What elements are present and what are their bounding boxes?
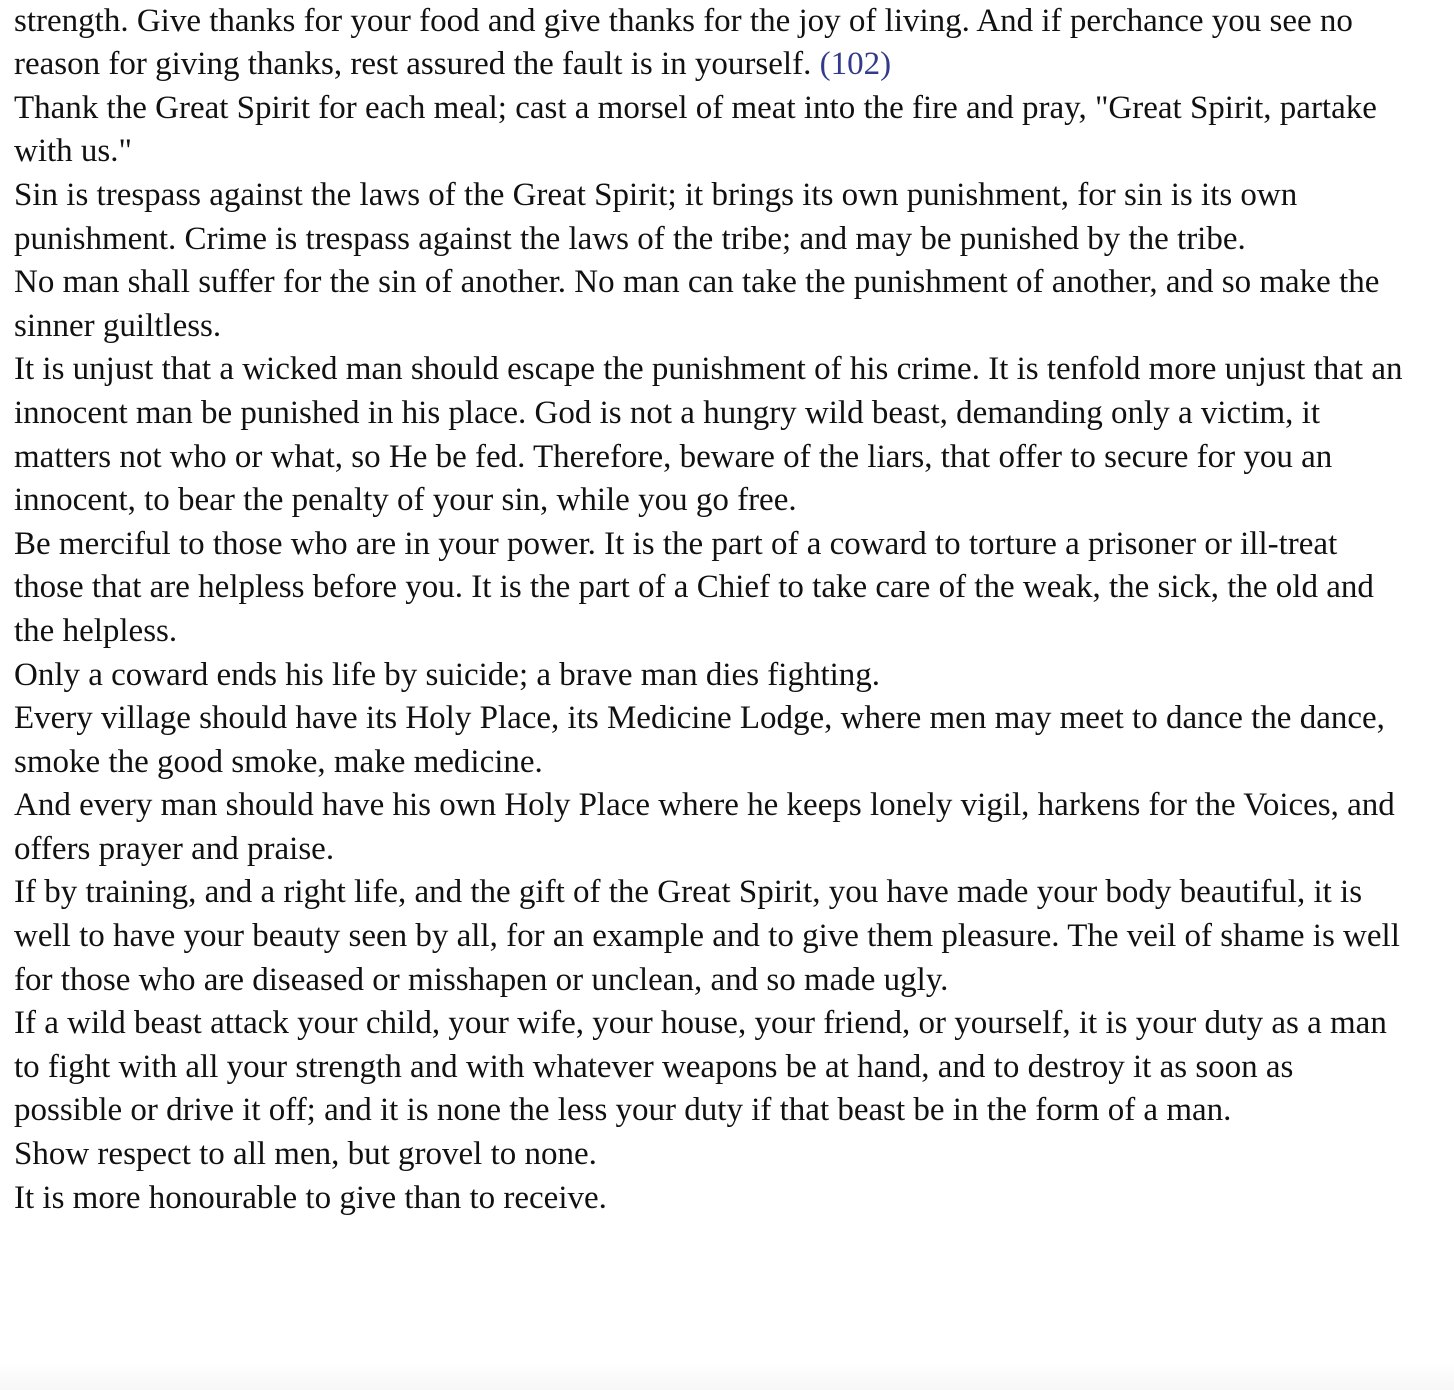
paragraph: Be merciful to those who are in your power. It is the part of a coward to torture a prisoner or ill-treat those that are helpless before you. It is the part of a Chief to take care of the weak, the sick, the old and the helpless. [14, 525, 1374, 649]
paragraph [14, 0, 1404, 87]
paragraph: If a wild beast attack your child, your wife, your house, your friend, or yourself, it is your duty as a man to fight with all your strength and with whatever weapons be at hand, and to destroy it as soon as possible or drive it off; and it is none the less your duty if that beast be in the form of a man. [14, 1005, 1387, 1129]
paragraph: And every man should have his own Holy Place where he keeps lonely vigil, harkens for the Voices, and offers prayer and praise. [14, 787, 1395, 867]
paragraph: Thank the Great Spirit for each meal; cast a morsel of meat into the fire and pray, "Great Spirit, partake with us." [14, 89, 1377, 170]
paragraph: Sin is trespass against the laws of the Great Spirit; it brings its own punishment, for sin is its own punishment. Crime is trespass against the laws of the tribe; and may be punished by the tribe. [14, 176, 1298, 257]
paragraph: Only a coward ends his life by suicide; a brave man dies fighting. [14, 656, 881, 693]
document-body [14, 0, 1404, 1220]
paragraph: It is unjust that a wicked man should escape the punishment of his crime. It is tenfold more unjust that an innocent man be punished in his place. God is not a hungry wild beast, demanding only a victim, it matters not who or what, so He be fed. Therefore, beware of the liars, that offer to secure for you an innocent, to bear the penalty of your sin, while you go free. [14, 351, 1403, 519]
paragraph: It is more honourable to give than to receive. [14, 1179, 607, 1216]
bottom-edge-fade [0, 1362, 1454, 1390]
paragraph: No man shall suffer for the sin of another. No man can take the punishment of another, and so make the sinner guiltless. [14, 264, 1380, 344]
paragraph: If by training, and a right life, and the gift of the Great Spirit, you have made your body beautiful, it is well to have your beauty seen by all, for an example and to give them pleasure. The veil of shame is well for those who are diseased or misshapen or unclean, and so made ugly. [14, 874, 1400, 998]
paragraph: Show respect to all men, but grovel to none. [14, 1136, 597, 1173]
page-reference: (102) [819, 46, 892, 83]
paragraph: Every village should have its Holy Place, its Medicine Lodge, where men may meet to dance the dance, smoke the good smoke, make medicine. [14, 700, 1385, 780]
paragraph-text: strength. Give thanks for your food and give thanks for the joy of living. And if perchance you see no reason for giving thanks, rest assured the fault is in yourself. [14, 2, 1353, 83]
